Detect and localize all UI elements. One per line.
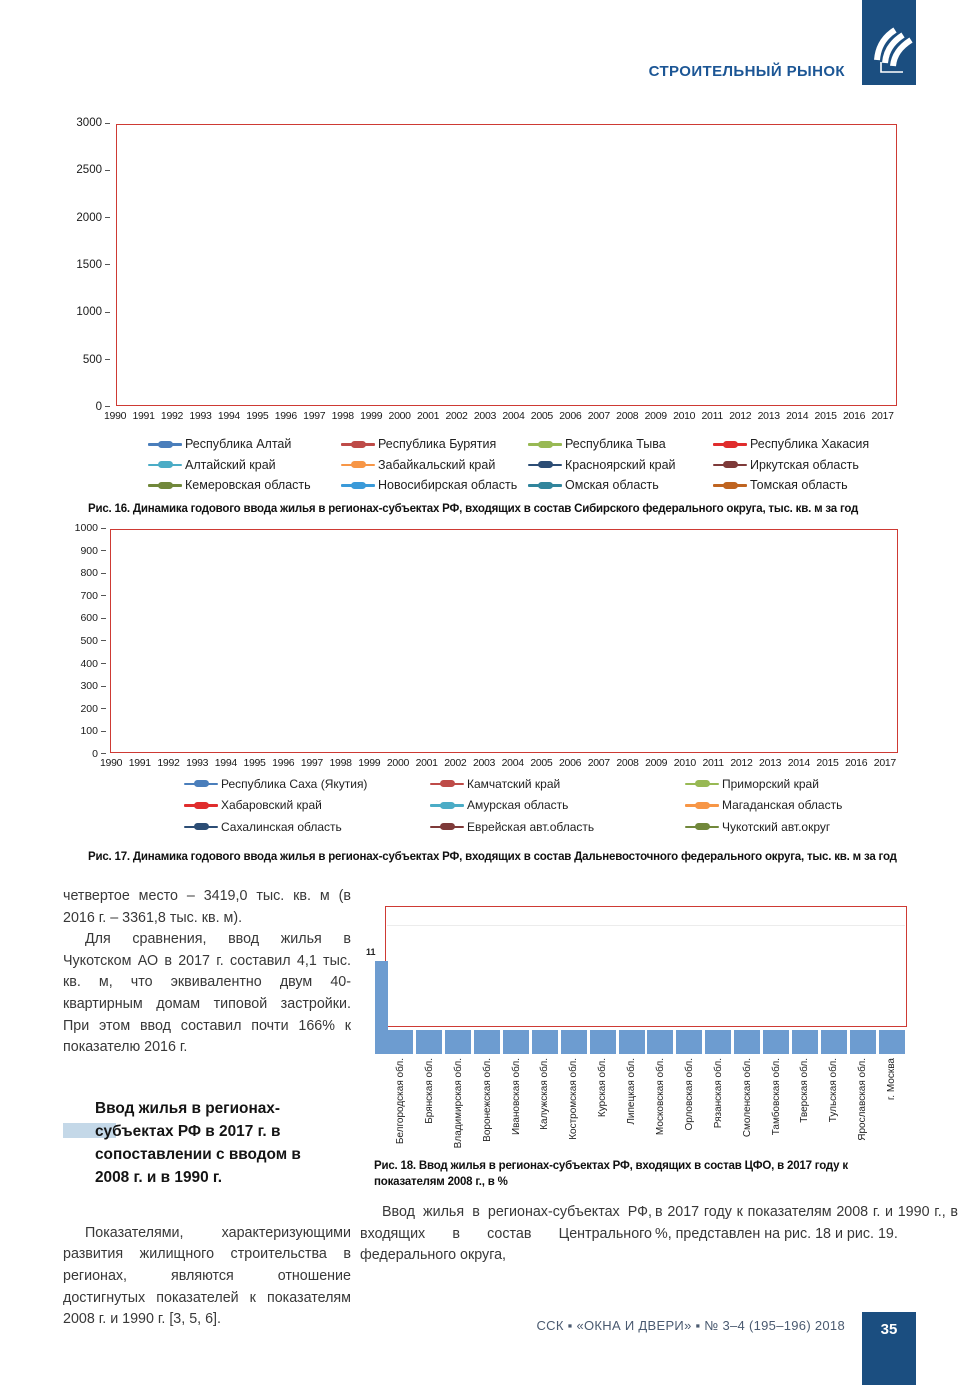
year-label: 1992 — [157, 757, 180, 769]
figure16-caption: Рис. 16. Динамика годового ввода жилья в регионах-субъектах РФ, входящих в состав Сибирского федерального округа, тыс. кв. м за год — [88, 503, 859, 515]
series-marker-icon — [713, 461, 749, 469]
category-cell — [560, 1030, 587, 1172]
series-marker-icon — [341, 461, 377, 469]
figure18-caption: Рис. 18. Ввод жилья в регионах-субъектах РФ, входящих в состав ЦФО, в 2017 году к показателям 2008 г., в % — [374, 1160, 848, 1188]
bar — [676, 1030, 702, 1054]
tick-mark — [101, 595, 106, 596]
year-label: 2002 — [445, 410, 468, 422]
category-cell — [387, 1030, 414, 1172]
year-label: 1994 — [217, 410, 240, 422]
legend-item — [713, 455, 869, 476]
paragraph: Показателями, характеризующими развития жилищного строительства в регионах, являются отношение достигнутых показателей к показателям 2008 г. и 1990 г. [3, 5, 6]. — [63, 1224, 351, 1328]
category-cell — [878, 1030, 905, 1172]
y-tick-label: 900 — [80, 545, 106, 557]
category-label: Костромская обл. — [568, 1058, 580, 1140]
legend-label: Хабаровский край — [221, 798, 322, 813]
bar — [705, 1030, 731, 1054]
legend-item — [148, 475, 341, 496]
year-label: 1992 — [160, 410, 184, 422]
legend-item — [148, 434, 341, 455]
bar — [532, 1030, 558, 1054]
legend-label: Магаданская область — [722, 798, 843, 813]
tick-mark — [101, 753, 106, 754]
series-marker-icon — [430, 780, 466, 788]
series-marker-icon — [430, 823, 466, 831]
year-label: 1999 — [358, 757, 381, 769]
category-label: Белгородская обл. — [394, 1058, 406, 1145]
y-tick-label: 600 — [80, 612, 106, 624]
year-label: 2013 — [757, 410, 780, 422]
y-tick-label: 800 — [80, 567, 106, 579]
legend-label: Забайкальский край — [378, 457, 496, 472]
y-tick-label: 0 — [96, 401, 110, 413]
tick-mark — [101, 708, 106, 709]
series-marker-icon — [713, 481, 749, 489]
year-label: 2005 — [530, 410, 553, 422]
year-label: 2010 — [673, 757, 696, 769]
year-label: 2017 — [871, 410, 894, 422]
year-label: 2012 — [730, 757, 753, 769]
legend-label: Иркутская область — [750, 457, 859, 472]
bar — [850, 1030, 876, 1054]
year-label: 2005 — [530, 757, 553, 769]
tick-mark — [101, 528, 106, 529]
chart16-plot-frame — [116, 124, 897, 406]
legend-item — [685, 795, 842, 817]
year-label: 2000 — [388, 410, 411, 422]
year-label: 1993 — [186, 757, 209, 769]
category-cell — [705, 1030, 732, 1172]
section-title: СТРОИТЕЛЬНЫЙ РЫНОК — [648, 63, 845, 80]
category-label: Калужская обл. — [539, 1058, 551, 1130]
legend-item — [528, 455, 713, 476]
figure17-caption: Рис. 17. Динамика годового ввода жилья в регионах-субъектах РФ, входящих в состав Дальневосточного федерального округа, тыс. кв. м за год — [88, 851, 897, 863]
chart16-legend — [148, 434, 869, 496]
chart17-legend — [184, 773, 842, 838]
legend-label: Еврейская авт.область — [467, 819, 595, 834]
year-label: 2009 — [644, 410, 667, 422]
year-label: 1998 — [329, 757, 352, 769]
legend-item — [148, 455, 341, 476]
paragraph: Для сравнения, ввод жилья в Чукотском АО в 2017 г. составил 4,1 тыс. кв. м, что эквивалентно двум 40-квартирным домам типовой застройки. При этом ввод составил почти 166% к показателю 2016 г. — [63, 931, 351, 1056]
tick-mark — [105, 406, 110, 407]
legend-item — [341, 434, 528, 455]
category-cell — [503, 1030, 530, 1172]
legend-item — [184, 773, 430, 795]
y-tick-label: 700 — [80, 590, 106, 602]
category-label: Владимирская обл. — [452, 1058, 464, 1149]
series-marker-icon — [528, 461, 564, 469]
bar — [503, 1030, 529, 1054]
chart16-y-axis — [60, 117, 110, 413]
year-label: 2008 — [616, 757, 639, 769]
year-label: 2011 — [702, 757, 724, 769]
category-label: Липецкая обл. — [626, 1058, 638, 1125]
y-tick-label: 3000 — [76, 117, 110, 129]
series-marker-icon — [341, 440, 377, 448]
category-cell — [791, 1030, 818, 1172]
legend-item — [430, 816, 685, 838]
legend-label: Республика Саха (Якутия) — [221, 776, 368, 791]
legend-label: Новосибирская область — [378, 478, 518, 493]
category-label: г. Москва — [886, 1058, 898, 1101]
series-marker-icon — [528, 440, 564, 448]
fan-icon — [862, 0, 916, 85]
article-subheading: Ввод жилья в регионах-субъектах РФ в 2017 г. в сопоставлении с вводом в 2008 г. и в 1990 г. — [95, 1099, 301, 1186]
legend-item — [430, 773, 685, 795]
category-label: Курская обл. — [597, 1058, 609, 1118]
series-marker-icon — [528, 481, 564, 489]
year-label: 2008 — [616, 410, 639, 422]
bar — [474, 1030, 500, 1054]
year-label: 2001 — [415, 757, 438, 769]
bar — [416, 1030, 442, 1054]
year-label: 2014 — [787, 757, 810, 769]
y-tick-label: 0 — [92, 748, 106, 760]
tick-mark — [105, 217, 110, 218]
year-label: 1997 — [303, 410, 326, 422]
series-marker-icon — [148, 481, 184, 489]
series-marker-icon — [341, 481, 377, 489]
legend-label: Республика Тыва — [565, 437, 666, 452]
chart16-x-axis — [104, 410, 894, 422]
year-label: 2017 — [873, 757, 896, 769]
category-cell — [676, 1030, 703, 1172]
category-cell — [849, 1030, 876, 1172]
category-label: Рязанская обл. — [712, 1058, 724, 1129]
year-label: 1994 — [214, 757, 237, 769]
tick-mark — [101, 550, 106, 551]
year-label: 1995 — [246, 410, 269, 422]
y-tick-label: 2000 — [76, 212, 110, 224]
tick-mark — [105, 123, 110, 124]
category-label: Тамбовская обл. — [770, 1058, 782, 1136]
chart17-plot-frame — [110, 529, 898, 753]
category-cell — [734, 1030, 761, 1172]
tick-mark — [105, 170, 110, 171]
bar — [879, 1030, 905, 1054]
category-cell — [763, 1030, 790, 1172]
year-label: 1996 — [272, 757, 295, 769]
y-tick-label: 1500 — [76, 259, 110, 271]
year-label: 1999 — [360, 410, 383, 422]
chart17-y-axis — [60, 522, 106, 760]
year-label: 2004 — [502, 410, 525, 422]
year-label: 1996 — [274, 410, 297, 422]
legend-item — [685, 816, 842, 838]
year-label: 1995 — [243, 757, 266, 769]
legend-label: Камчатский край — [467, 776, 561, 791]
bar — [445, 1030, 471, 1054]
legend-item — [713, 475, 869, 496]
legend-item — [430, 795, 685, 817]
y-tick-label: 1000 — [75, 522, 106, 534]
series-marker-icon — [184, 823, 220, 831]
legend-label: Кемеровская область — [185, 478, 311, 493]
year-label: 2006 — [559, 410, 582, 422]
tick-mark — [101, 686, 106, 687]
legend-label: Амурская область — [467, 798, 569, 813]
series-marker-icon — [184, 801, 220, 809]
year-label: 2000 — [386, 757, 410, 769]
legend-item — [713, 434, 869, 455]
category-label: Тульская обл. — [828, 1058, 840, 1123]
legend-item — [341, 455, 528, 476]
year-label: 1998 — [331, 410, 354, 422]
category-cell — [618, 1030, 645, 1172]
legend-label: Республика Бурятия — [378, 437, 497, 452]
y-tick-label: 1000 — [76, 306, 110, 318]
year-label: 2011 — [701, 410, 723, 422]
series-marker-icon — [184, 780, 220, 788]
tick-mark — [101, 573, 106, 574]
legend-label: Красноярский край — [565, 457, 676, 472]
year-label: 1990 — [100, 757, 123, 769]
category-cell — [647, 1030, 674, 1172]
category-cell — [820, 1030, 847, 1172]
year-label: 2016 — [843, 410, 866, 422]
year-label: 2015 — [814, 410, 837, 422]
chart18-category-axis — [386, 1030, 906, 1172]
tick-mark — [105, 264, 110, 265]
category-label: Тверская обл. — [799, 1058, 811, 1123]
series-marker-icon — [430, 801, 466, 809]
legend-label: Чукотский авт.округ — [722, 819, 831, 834]
bar — [561, 1030, 587, 1054]
year-label: 2012 — [729, 410, 752, 422]
category-label: Смоленская обл. — [741, 1058, 753, 1138]
y-tick-label: 200 — [80, 703, 106, 715]
category-label: Воронежская обл. — [481, 1058, 493, 1142]
year-label: 1991 — [128, 757, 151, 769]
year-label: 2007 — [587, 410, 610, 422]
bar — [792, 1030, 818, 1054]
bar — [763, 1030, 789, 1054]
series-marker-icon — [148, 440, 184, 448]
year-label: 1997 — [300, 757, 323, 769]
y-tick-label: 100 — [80, 725, 106, 737]
bar — [590, 1030, 616, 1054]
year-label: 2015 — [816, 757, 839, 769]
legend-label: Республика Алтай — [185, 437, 292, 452]
bar — [734, 1030, 760, 1054]
year-label: 2014 — [786, 410, 809, 422]
category-cell — [416, 1030, 443, 1172]
y-tick-label: 300 — [80, 680, 106, 692]
tick-mark — [101, 731, 106, 732]
legend-label: Сахалинская область — [221, 819, 342, 834]
category-label: Ивановская обл. — [510, 1058, 522, 1136]
legend-label: Алтайский край — [185, 457, 276, 472]
paragraph: четвертое место – 3419,0 тыс. кв. м (в 2016 г. – 3361,8 тыс. кв. м). — [63, 888, 351, 926]
bar — [821, 1030, 847, 1054]
page-number-badge: 35 — [862, 1312, 916, 1385]
series-marker-icon — [713, 440, 749, 448]
year-label: 2006 — [559, 757, 582, 769]
bar — [647, 1030, 673, 1054]
year-label: 2003 — [473, 410, 497, 422]
tick-mark — [101, 640, 106, 641]
legend-label: Омская область — [565, 478, 659, 493]
year-label: 1990 — [104, 410, 127, 422]
y-tick-label: 500 — [83, 354, 110, 366]
tick-mark — [101, 618, 106, 619]
journal-logo — [862, 0, 916, 85]
tick-mark — [105, 312, 110, 313]
year-label: 2001 — [416, 410, 440, 422]
category-cell — [589, 1030, 616, 1172]
chart17-x-axis — [100, 757, 896, 769]
year-label: 2009 — [645, 757, 668, 769]
legend-item — [528, 434, 713, 455]
year-label: 2002 — [444, 757, 467, 769]
year-label: 2003 — [472, 757, 496, 769]
y-tick-label: 400 — [80, 658, 106, 670]
category-label: Ярославская обл. — [857, 1058, 869, 1141]
series-marker-icon — [685, 801, 721, 809]
year-label: 2004 — [501, 757, 524, 769]
category-label: Орловская обл. — [683, 1058, 695, 1131]
article-column-middle — [360, 1202, 652, 1267]
category-cell — [531, 1030, 558, 1172]
y-tick-label: 2500 — [76, 164, 110, 176]
year-label: 2016 — [845, 757, 868, 769]
article-column-right — [655, 1202, 958, 1245]
legend-item — [184, 795, 430, 817]
legend-item — [685, 773, 842, 795]
bar — [387, 1030, 413, 1054]
tick-mark — [105, 359, 110, 360]
category-cell — [445, 1030, 472, 1172]
legend-label: Республика Хакасия — [750, 437, 870, 452]
gridline — [387, 925, 905, 926]
legend-label: Томская область — [750, 478, 848, 493]
tick-mark — [101, 663, 106, 664]
series-marker-icon — [685, 823, 721, 831]
year-label: 2007 — [587, 757, 610, 769]
paragraph: Ввод жилья в регионах-субъектах РФ, входящих в состав Центрального федерального округа, — [360, 1204, 652, 1264]
bar — [619, 1030, 645, 1054]
series-marker-icon — [685, 780, 721, 788]
y-tick-label: 500 — [80, 635, 106, 647]
category-cell — [474, 1030, 501, 1172]
category-label: Брянская обл. — [423, 1058, 435, 1124]
year-label: 2013 — [759, 757, 782, 769]
legend-label: Приморский край — [722, 776, 819, 791]
bar-value-label: 11 — [366, 947, 376, 957]
paragraph: в 2017 году к показателям 2008 г. и 1990 г., в %, представлен на рис. 18 и рис. 19. — [655, 1204, 958, 1242]
year-label: 1993 — [189, 410, 212, 422]
category-label: Московская обл. — [654, 1058, 666, 1136]
year-label: 1991 — [132, 410, 155, 422]
article-column-left — [63, 886, 351, 1331]
legend-item — [184, 816, 430, 838]
journal-footer: ССК ▪ «ОКНА И ДВЕРИ» ▪ № 3–4 (195–196) 2018 — [536, 1318, 845, 1333]
legend-item — [341, 475, 528, 496]
series-marker-icon — [148, 461, 184, 469]
legend-item — [528, 475, 713, 496]
year-label: 2010 — [673, 410, 696, 422]
